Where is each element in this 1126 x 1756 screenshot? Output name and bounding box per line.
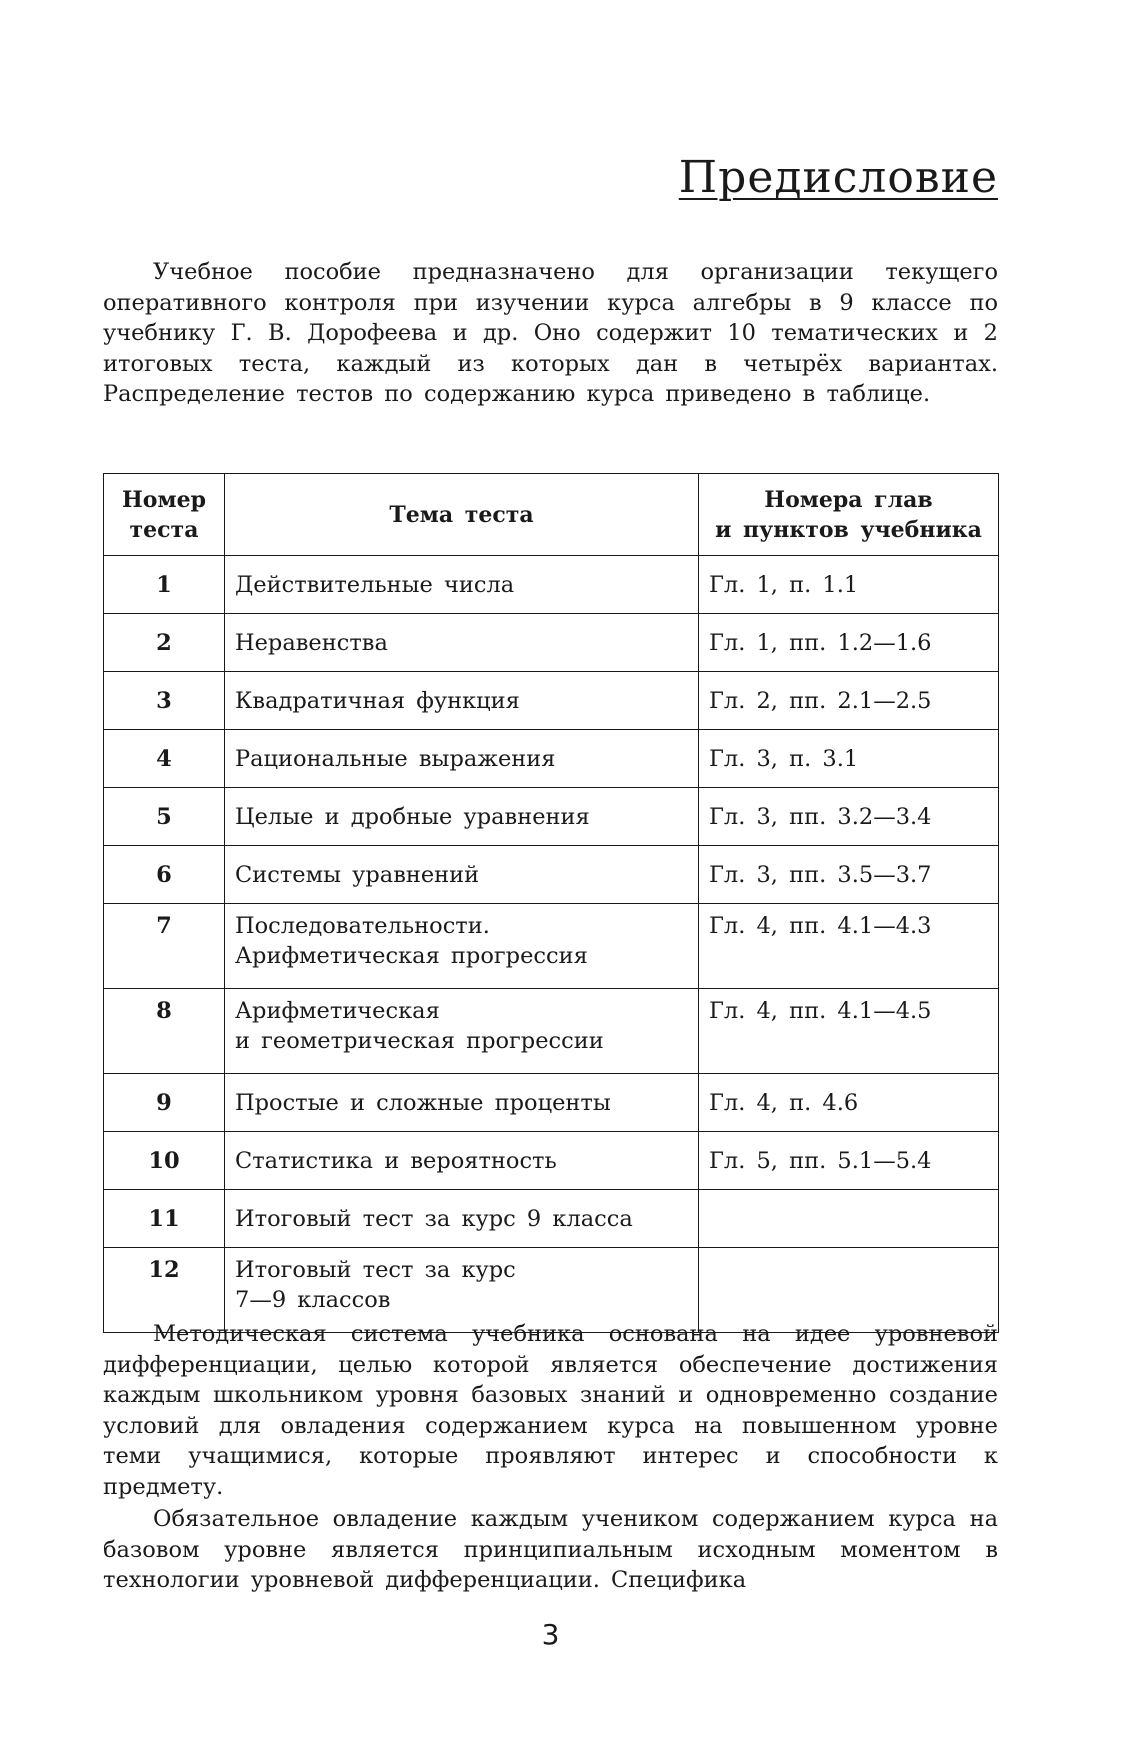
header-test-number-line2: теста bbox=[129, 516, 199, 543]
test-number-cell: 12 bbox=[104, 1248, 225, 1333]
test-number-cell: 4 bbox=[104, 730, 225, 788]
book-page bbox=[103, 0, 998, 1756]
header-test-topic bbox=[225, 474, 699, 556]
table-row bbox=[104, 846, 999, 904]
test-chapters-cell: Гл. 4, пп. 4.1—4.3 bbox=[699, 904, 999, 989]
test-number-cell: 6 bbox=[104, 846, 225, 904]
test-topic-cell: Рациональные выражения bbox=[225, 730, 699, 788]
test-number-cell: 10 bbox=[104, 1132, 225, 1190]
test-number-cell: 7 bbox=[104, 904, 225, 989]
test-topic-line1: Итоговый тест за курс bbox=[235, 1257, 516, 1283]
test-topic-cell: Квадратичная функция bbox=[225, 672, 699, 730]
test-number-cell: 8 bbox=[104, 989, 225, 1074]
test-topic-cell bbox=[225, 904, 699, 989]
test-number-cell: 2 bbox=[104, 614, 225, 672]
test-topic-cell: Статистика и вероятность bbox=[225, 1132, 699, 1190]
intro-paragraph: Учебное пособие предназначено для организации текущего оперативного контроля при изучении курса алгебры в 9 классе по учебнику Г. В. Дорофеева и др. Оно содержит 10 тематических и 2 итоговых теста, каждый из которых дан в четырёх вариантах. Распределение тестов по содержанию курса приведено в таблице. bbox=[103, 259, 998, 407]
header-chapters-line1: Номера глав bbox=[764, 486, 933, 513]
test-topic-cell: Простые и сложные проценты bbox=[225, 1074, 699, 1132]
table-row bbox=[104, 904, 999, 989]
test-chapters-cell: Гл. 1, п. 1.1 bbox=[699, 556, 999, 614]
test-topic-cell: Целые и дробные уравнения bbox=[225, 788, 699, 846]
test-topic-line1: Последовательности. bbox=[235, 913, 490, 939]
test-chapters-cell: Гл. 2, пп. 2.1—2.5 bbox=[699, 672, 999, 730]
tests-table bbox=[103, 473, 999, 1333]
test-chapters-cell: Гл. 3, пп. 3.2—3.4 bbox=[699, 788, 999, 846]
test-number-cell: 3 bbox=[104, 672, 225, 730]
table-row bbox=[104, 1190, 999, 1248]
test-chapters-cell: Гл. 3, п. 3.1 bbox=[699, 730, 999, 788]
test-topic-cell: Неравенства bbox=[225, 614, 699, 672]
table-row bbox=[104, 556, 999, 614]
header-chapters bbox=[699, 474, 999, 556]
test-number-cell: 1 bbox=[104, 556, 225, 614]
table-row bbox=[104, 788, 999, 846]
header-test-number bbox=[104, 474, 225, 556]
test-topic-cell: Системы уравнений bbox=[225, 846, 699, 904]
table-row bbox=[104, 730, 999, 788]
test-topic-line2: Арифметическая прогрессия bbox=[235, 943, 588, 969]
test-chapters-cell: Гл. 1, пп. 1.2—1.6 bbox=[699, 614, 999, 672]
page-number: 3 bbox=[541, 1618, 560, 1651]
test-topic-line1: Арифметическая bbox=[235, 998, 440, 1024]
header-test-number-line1: Номер bbox=[122, 486, 206, 513]
test-chapters-cell: Гл. 4, п. 4.6 bbox=[699, 1074, 999, 1132]
test-chapters-cell: Гл. 5, пп. 5.1—5.4 bbox=[699, 1132, 999, 1190]
test-topic-line2: 7—9 классов bbox=[235, 1287, 391, 1313]
test-number-cell: 5 bbox=[104, 788, 225, 846]
table-row bbox=[104, 989, 999, 1074]
table-row bbox=[104, 1132, 999, 1190]
test-number-cell: 9 bbox=[104, 1074, 225, 1132]
test-topic-cell: Итоговый тест за курс 9 класса bbox=[225, 1190, 699, 1248]
test-topic-cell: Действительные числа bbox=[225, 556, 699, 614]
header-chapters-line2: и пунктов учебника bbox=[715, 516, 982, 543]
table-row bbox=[104, 672, 999, 730]
outro-paragraph-1: Методическая система учебника основана на идее уровневой дифференциации, целью которой является обеспечение достижения каждым школьником уровня базовых знаний и одновременно создание условий для овладения содержанием курса на повышенном уровне теми учащимися, которые проявляют интерес и способности к предмету. bbox=[103, 1321, 998, 1500]
test-chapters-cell bbox=[699, 1190, 999, 1248]
header-test-topic-label: Тема теста bbox=[389, 501, 534, 528]
page-title: Предисловие bbox=[678, 152, 998, 203]
outro-section bbox=[103, 1319, 998, 1596]
table-header-row bbox=[104, 474, 999, 556]
intro-section bbox=[103, 257, 998, 410]
test-chapters-cell: Гл. 4, пп. 4.1—4.5 bbox=[699, 989, 999, 1074]
test-chapters-cell: Гл. 3, пп. 3.5—3.7 bbox=[699, 846, 999, 904]
test-topic-line2: и геометрическая прогрессии bbox=[235, 1028, 604, 1054]
table-row bbox=[104, 1074, 999, 1132]
outro-paragraph-2: Обязательное овладение каждым учеником содержанием курса на базовом уровне является принципиальным исходным моментом в технологии уровневой дифференциации. Специфика bbox=[103, 1506, 998, 1593]
table-row bbox=[104, 614, 999, 672]
test-topic-cell bbox=[225, 989, 699, 1074]
test-number-cell: 11 bbox=[104, 1190, 225, 1248]
